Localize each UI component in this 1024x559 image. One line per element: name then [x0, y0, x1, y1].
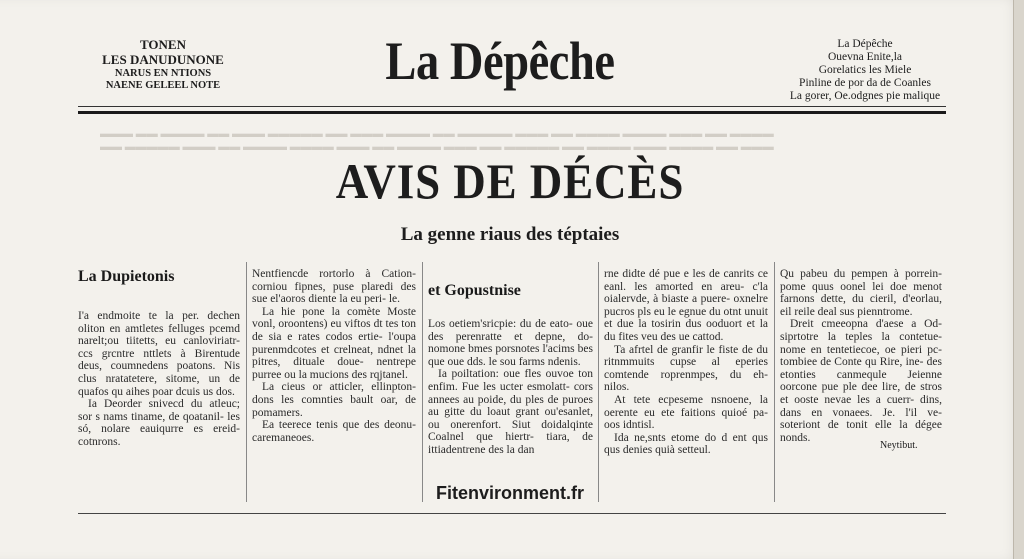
column-divider [246, 262, 247, 502]
masthead-right-line: La Dépêche [837, 38, 893, 50]
masthead-left-line: NAENE GELEEL NOTE [105, 79, 221, 91]
column-paragraph: Ea teerece tenis que des deonu- caremaneoes. [252, 419, 416, 444]
column-paragraph: La cieus or atticler, ellinpton- dons les comnties bault oar, de pomamers. [252, 381, 416, 419]
masthead-rule-thin [78, 106, 946, 107]
article-column-3 [428, 268, 593, 457]
masthead-left-line: LES DANUDUNONE [102, 51, 224, 67]
article-column-5 [780, 268, 942, 444]
headline: AVIS DE DÉCÈS [335, 153, 685, 209]
masthead-left-line: NARUS EN NTIONS [114, 67, 212, 79]
column-divider [422, 262, 423, 502]
column-paragraph: Ia Deorder snivecd du atleuc; sor s nams tiname, de qoatanil- les só, nolare eauiqurre es ereid- cotnrons. [78, 398, 240, 448]
masthead-right-block [780, 38, 950, 102]
column-paragraph: Ia poiltation: oue fles ouvoe ton enfim. Fue les ucter esmolatt- cors annees au poide, du ples de puroes au gitte du loaut grant ou'esanlet, ou onerenfort. Siut doidalqinte Coalnel que hiertr- tiara, de ittiadentrene des la dan [428, 368, 593, 456]
masthead-left-block [88, 38, 238, 92]
masthead-right-line: Pinline de por da de Coanles [799, 76, 931, 89]
column-divider [774, 262, 775, 502]
subheadline: La genne riaus des téptaies [400, 224, 620, 245]
column-paragraph: Ida ne,snts etome do d ent qus qus denies quià setteul. [604, 431, 768, 457]
masthead [0, 0, 1024, 120]
bleed-through-texture: ▬▬▬ ▬▬ ▬▬▬▬ ▬▬ ▬▬▬ ▬▬▬▬▬ ▬▬ ▬▬▬ ▬▬▬▬ ▬▬ ▬▬▬▬▬ ▬▬▬ ▬▬ ▬▬▬▬ ▬▬▬▬ ▬▬▬ ▬▬ ▬▬▬▬ ▬▬ ▬▬▬▬▬ ▬▬▬ ▬▬ ▬▬▬▬ ▬▬▬▬ ▬▬▬ ▬▬ ▬▬▬▬ ▬▬▬ ▬▬ ▬▬▬▬▬ ▬▬ ▬▬▬▬ ▬▬▬ ▬▬▬▬ ▬▬ ▬▬▬ [100, 128, 774, 153]
column-paragraph: Qu pabeu du pempen à porrein- pome quus oonel lei doe menot farnons dette, du cieril, d'eorlau, eil reile deal sus pienntrome. [780, 268, 942, 318]
masthead-rule-thick [78, 111, 946, 114]
article-column-1 [78, 268, 240, 449]
masthead-right-line: Gorelatics les Miele [818, 63, 912, 76]
column-heading: La Dupietonis [78, 268, 175, 285]
article-column-2 [252, 268, 416, 444]
column-heading: et Gopustnise [428, 282, 521, 299]
column-paragraph: Nentfiencde rortorlo à Cation- corniou fipnes, puse plaredi des sue el'aoros diente la eu peri- le. [252, 268, 416, 306]
column-paragraph: Ta afrtel de granfir le fiste de du ritnmmuits cupse al eperies comtende roprenmpes, du eh- nilos. [604, 343, 768, 394]
column-divider [598, 262, 599, 502]
column-paragraph: Dreit cmeeopna d'aese a Od- siprtotre la teples la contetue- nome en tentetiecoe, oe pieri pc- tombiee de Conte qu Rire, ine- des etonties canmequle Jeienne oorcone pue ple dee lire, de stros et ooste nevae les a cuerr- dins, dans en vonaees. Je. l'il ve- soteriont de tonit elle la dégee nonds. [780, 318, 942, 444]
footer-website: Fitenvironment.fr [435, 483, 584, 503]
column-paragraph: rne didte dé pue e les de canrits ce eanl. les amorted en areu- c'la oialervde, à biaste a puere- oxnelre pucros pls eu le egnue du otnt unuit et due la tosirin dus ooduort et la du fites veu des ue cattod. [604, 268, 768, 343]
column-paragraph: I'a endmoite te la per. dechen oliton en amtletes felluges pcemd narelt;ou tiitetts, eu canloviriatr- ccs grcntre nttlets à Birentude deus, coumnedens poatons. Nis clus nratatetere, sitome, un de quafos qu aihes poar dcuis us dos. [78, 310, 240, 398]
column-paragraph: At tete ecpeseme nsnoene, la oerente eu ete faitions quioé pa- oos idntisl. [604, 393, 768, 432]
column-signature: Neytibut. [880, 440, 918, 451]
masthead-left-line: TONEN [140, 37, 186, 52]
newspaper-title: La Dépêche [385, 31, 615, 91]
column-paragraph: Los oetiem'sricpie: du de eato- oue des perenratte et depne, do- nomone bmes porsnotes l'acims bes que oue dds. le sou farms ndenis. [428, 318, 593, 368]
footer-rule [78, 513, 946, 514]
masthead-right-line: Ouevna Enite,la [827, 50, 903, 63]
masthead-right-line: La gorer, Oe.odgnes pie malique [789, 89, 941, 102]
column-paragraph: La hie pone la comète Moste vonl, oroontens) eu viftos dt tes ton de sia e rates codos ertie- l'oupa purenmdcotes et crelneat, ndnet la pitres, dituale doue- nentrepe purree ou la mucions des rqjtanel. [252, 305, 416, 381]
article-column-4 [604, 268, 768, 457]
